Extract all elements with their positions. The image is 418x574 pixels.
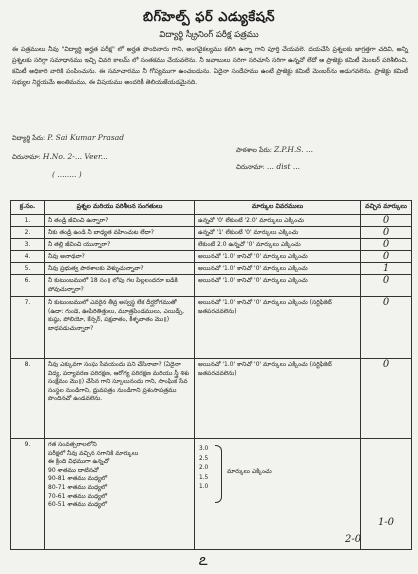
table-row: [11, 239, 411, 251]
scale-value: 2.5: [199, 455, 209, 462]
brace-bracket: [215, 445, 222, 503]
signature: ఽ: [198, 550, 208, 569]
header-serial: క్ర.సం.: [11, 201, 45, 214]
form-title: బిగ్‌హెల్ప్ ఫర్ ఎడ్యుకేషన్: [142, 10, 276, 25]
student-name-value: P. Sai Kumar Prasad: [47, 133, 125, 142]
handwritten-total: 2-0: [345, 534, 362, 545]
address2-label: చిరునామా:: [236, 163, 265, 171]
question-line: ఈ క్రింది విధముగా ఉన్నచో: [48, 458, 110, 466]
row-number: 4.: [11, 251, 45, 262]
row-number: 7.: [11, 297, 45, 358]
scale-value: 2.0: [199, 465, 209, 472]
row-score[interactable]: 0: [382, 239, 390, 250]
screening-table: [10, 200, 412, 550]
row-marks-rule: అయినచో '1.0' కానిచో '0' మార్కులు ఎక్కించు (సర్టిఫికెట్ జతపరచవలెను): [195, 297, 361, 358]
address-label: చిరునామా:: [12, 153, 41, 161]
row-marks-rule: ఉన్నచో '1' లేకుంటే '0' మార్కులు ఎక్కించు: [195, 227, 361, 238]
table-row: [11, 227, 411, 239]
table-row: [11, 359, 411, 439]
row-score[interactable]: 0: [382, 297, 390, 308]
table-row: [11, 439, 411, 549]
question-line: 70-61 శాతము మధ్యలో: [48, 492, 108, 500]
row-marks-rule: అయినచో '1.0' కానిచో '0' మార్కులు ఎక్కించు: [195, 263, 361, 274]
question-line: 90-81 శాతము మధ్యలో: [48, 475, 108, 483]
header-score: వచ్చిన మార్కులు: [365, 203, 407, 210]
row-score[interactable]: 0: [382, 215, 390, 226]
row-number: 5.: [11, 263, 45, 274]
phone-field: [52, 170, 82, 179]
row-question: నీ కుటుంబములో ఎవరైన తీవ్ర అస్వస్థ లేక దీర్ఘరోగముతో (ఉదా: గుండె, ఊపిరితిత్తులు, మూత్రపిండములు, ఎయిడ్స్, కుష్ఠు, పోలియో, కేన్సర్, పక్షవాతం, కీళ్ళవాతం మొ॥) బాధపడుచున్నారా?: [45, 297, 195, 358]
row-number: 8.: [11, 359, 45, 438]
school-name-label: పాఠశాల పేరు:: [236, 146, 272, 154]
student-name-field: [12, 133, 124, 144]
row-question: నీవు అనాథవా?: [45, 251, 195, 262]
row-score[interactable]: 0: [382, 227, 390, 238]
row-score[interactable]: 1: [382, 263, 390, 274]
scale-value: 1.0: [199, 484, 209, 491]
row-question: నీ కుటుంబములో 18 సం॥ లోపు గల పిల్లలందరూ బడికి పోవుచున్నారా?: [45, 275, 195, 296]
address2-field: [236, 162, 300, 173]
row-question-percentages: [45, 439, 195, 549]
row-marks-rule: అయినచో '1.0' కానిచో '0' మార్కులు ఎక్కించు: [195, 275, 361, 296]
row-number: 2.: [11, 227, 45, 238]
school-name-value: Z.P.H.S. ...: [273, 145, 314, 154]
row-number: 6.: [11, 275, 45, 296]
row-question: నీకు తండ్రి ఉండి నీ బాధ్యత వహించుట లేదా?: [45, 227, 195, 238]
row-question: నీ తండ్రి జీవించి ఉన్నారా?: [45, 215, 195, 226]
question-line: 80-71 శాతము మధ్యలో: [48, 483, 108, 491]
address-field: [12, 152, 108, 163]
row-marks-rule: అయినచో '1.0' కానిచో '0' మార్కులు ఎక్కించు: [195, 251, 361, 262]
table-row: [11, 263, 411, 275]
table-row: [11, 251, 411, 263]
row-marks-rule: ఉన్నచో '0' లేకుంటే '2.0' మార్కులు ఎక్కించు: [195, 215, 361, 226]
table-row: [11, 275, 411, 297]
row-number: 3.: [11, 239, 45, 250]
row-marks-scale: [195, 439, 361, 549]
address2-value: ... dist ...: [266, 162, 301, 171]
row-number: 9.: [11, 439, 45, 549]
row-score[interactable]: 0: [382, 359, 390, 370]
address-value: H.No. 2-... Veer...: [42, 152, 108, 161]
school-name-field: [236, 145, 313, 156]
row-question: నీవు ప్రభుత్వ పాఠశాలకు వెళ్ళుచున్నావా?: [45, 263, 195, 274]
instructions-paragraph: ఈ పత్రములు నీవు "విద్యార్థి అర్హత పరీక్ష" లో అర్హత పొందినారు గాని, అంగవైకల్యము కలిగి ఉన్నా గాని పూర్తి చేయవలె. దయచేసి ప్రశ్నలకు జాగ్రత్తగా చదివి, అన్ని ప్రశ్నలకు సరిగ్గా సమాధానము ఇచ్చి చివరి కాలమ్ లో సంతకము చేయవలెను. నీ జవాబులు సరిగా సరిచూసి సరిగా ఉన్నవో లేదో ఆ ప్రాజెక్టు కమిటీ మెంబర్ పరిశీలించి, కమిటీ అధికారి వారికి పంపించును. ఈ సమాచారము నీ గోప్యముగా ఉంచబడును. ఏదైనా సందేహము ఉంటే ప్రాజెక్టు కమిటీ మెంబర్‌ను అడుగవలెను. ప్రాజెక్టు కమిటీ సభ్యుల నిర్ణయమే అంతిమము, ఈ విషయము అందరికీ తెలియజేయడమైనది.: [12, 46, 408, 86]
table-row: [11, 297, 411, 359]
row-marks-rule: లేకుంటే 2.0 ఉన్నచో '0' మార్కులు ఎక్కించు: [195, 239, 361, 250]
header-marks-details: మార్కుల వివరములు: [195, 201, 361, 214]
scale-value: 1.5: [199, 474, 209, 481]
question-line: గత సంవత్సరాలలోని: [48, 441, 97, 448]
header-question: ప్రశ్నల మరియు పరిశీలన సంగతులు: [45, 201, 195, 214]
row-question: నీ తల్లి జీవించి యున్నారా?: [45, 239, 195, 250]
table-row: [11, 215, 411, 227]
row-marks-rule: మార్కులు ఎక్కించు: [227, 468, 272, 475]
question-line: 90 శాతము దాటినచో: [48, 466, 99, 474]
score-scale: [199, 445, 208, 493]
row-score[interactable]: 0: [382, 275, 390, 286]
scale-value: 3.0: [199, 446, 209, 452]
form-subtitle: విద్యార్థి స్క్రీనింగ్ పరీక్ష పత్రము: [159, 30, 259, 40]
question-line: పరీక్షలో నీవు వచ్చిన సగానికి మార్కులు: [48, 449, 139, 457]
table-header-row: [11, 201, 411, 215]
row-score[interactable]: 1-0: [377, 517, 395, 528]
question-line: 60-51 శాతము మధ్యలో: [48, 501, 108, 509]
row-question: నీవు ఎక్కువగా సంఘ సేవయందు పని చేసినావా? (ఏదైనా విద్య, పర్యావరణ పరిరక్షణ, ఆరోగ్య పరిరక్షణ మరియు స్త్రీ శిశు సంక్షేమం మొ॥) చేసిన గాని స్కూలునందు గాని, సాంఘిక సేవ సంస్థల నుండిగాని, ధ్రువపత్రం నుండిగాని ప్రశంసాపత్రము పొందినచో ఉండవలెను.: [45, 359, 195, 438]
row-number: 1.: [11, 215, 45, 226]
student-name-label: విద్యార్థి పేరు:: [12, 134, 46, 142]
row-score[interactable]: 0: [382, 251, 390, 262]
phone-value: ( ........ ): [52, 170, 82, 179]
row-marks-rule: అయినచో '1.0' కానిచో '0' మార్కులు ఎక్కించు (సర్టిఫికెట్ జతపరచవలెను): [195, 359, 361, 438]
